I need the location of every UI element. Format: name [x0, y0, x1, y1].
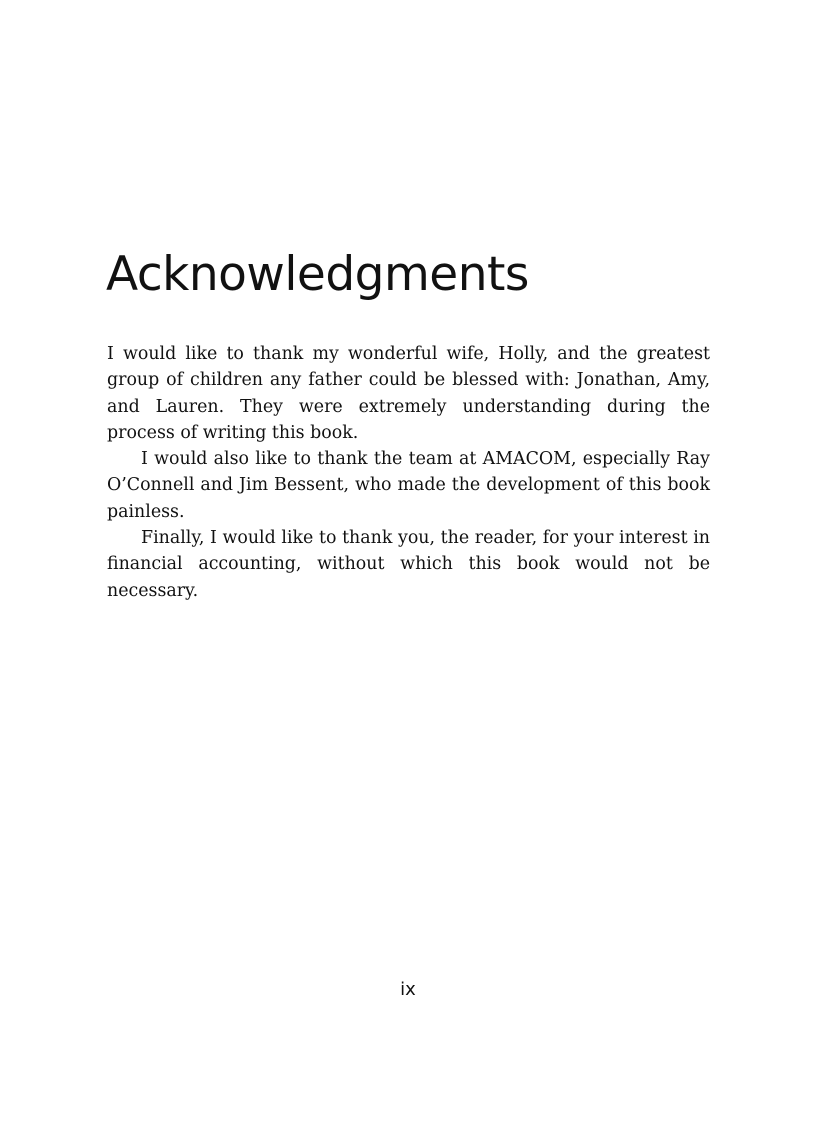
- paragraph-publisher-thanks: I would also like to thank the team at AMACOM, especially Ray O’Connell and Jim Bessent, who made the development of this book painless.: [107, 449, 710, 522]
- acknowledgments-body: [107, 341, 710, 604]
- paragraph-reader-thanks: Finally, I would like to thank you, the reader, for your interest in financial accounting, without which this book would not be necessary.: [107, 528, 710, 601]
- page-number: ix: [400, 979, 416, 1000]
- chapter-title: Acknowledgments: [106, 247, 529, 302]
- paragraph-family-thanks: I would like to thank my wonderful wife, Holly, and the greatest group of children any father could be blessed with: Jonathan, Amy, and Lauren. They were extremely understanding during the process of writing this book.: [107, 344, 710, 443]
